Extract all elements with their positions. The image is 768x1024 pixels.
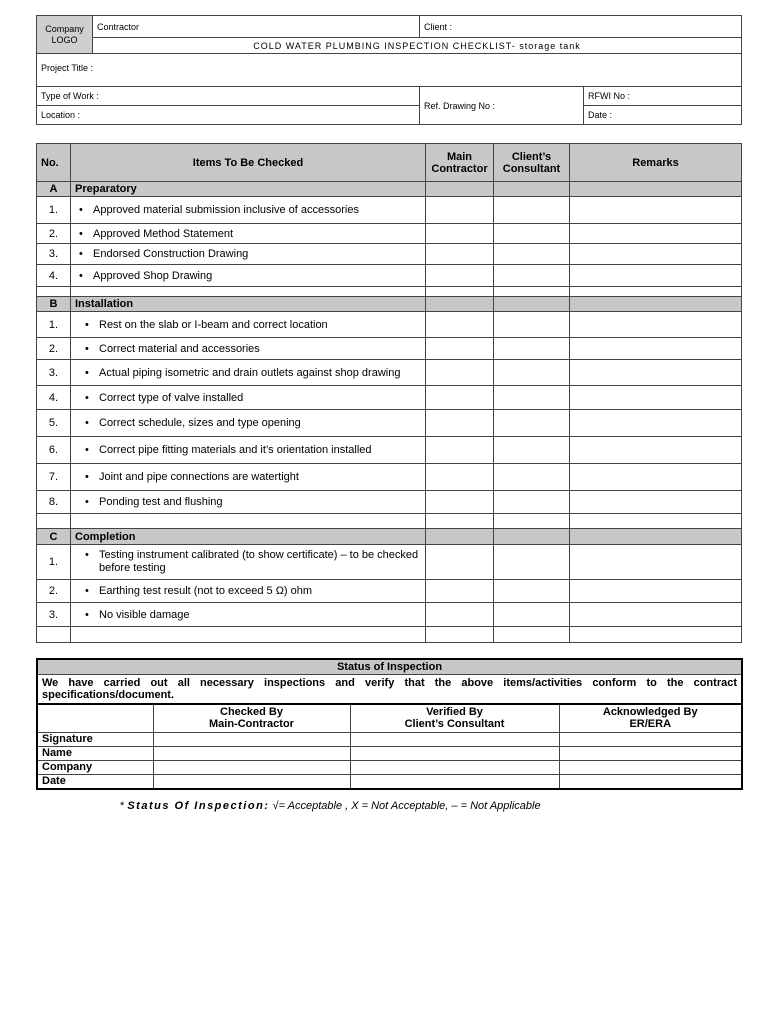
main-contractor-cell[interactable] [426, 224, 494, 244]
form-title: COLD WATER PLUMBING INSPECTION CHECKLIST- storage tank [93, 38, 742, 54]
main-contractor-cell[interactable] [426, 464, 494, 491]
client-field[interactable]: Client : [420, 16, 742, 38]
item-text: • Approved Shop Drawing [71, 265, 426, 287]
company-cell[interactable] [153, 760, 350, 774]
spacer-row [37, 287, 742, 297]
section-letter: B [37, 297, 71, 312]
item-number: 3. [37, 603, 71, 627]
item-text: • Correct schedule, sizes and type opening [71, 410, 426, 437]
item-number: 5. [37, 410, 71, 437]
checklist-row [37, 603, 742, 627]
item-number: 7. [37, 464, 71, 491]
signature-label: Signature [37, 732, 153, 746]
rfwi-field[interactable]: RFWI No : [584, 87, 742, 106]
client-consultant-cell[interactable] [494, 265, 570, 287]
main-contractor-cell[interactable] [426, 312, 494, 338]
remarks-cell[interactable] [570, 312, 742, 338]
client-consultant-cell[interactable] [494, 197, 570, 224]
client-consultant-cell[interactable] [494, 580, 570, 603]
client-consultant-cell[interactable] [494, 386, 570, 410]
checklist-row [37, 360, 742, 386]
ref-drawing-field[interactable]: Ref. Drawing No : [420, 87, 584, 125]
col-items-header: Items To Be Checked [71, 144, 426, 182]
remarks-cell[interactable] [570, 410, 742, 437]
inspection-form [36, 15, 741, 790]
date-cell[interactable] [153, 774, 350, 789]
contractor-field[interactable]: Contractor [93, 16, 420, 38]
checklist-row [37, 338, 742, 360]
section-title: Installation [71, 297, 426, 312]
item-text: • Ponding test and flushing [71, 491, 426, 514]
main-contractor-cell[interactable] [426, 244, 494, 265]
client-consultant-cell[interactable] [494, 491, 570, 514]
main-contractor-cell[interactable] [426, 437, 494, 464]
main-contractor-cell[interactable] [426, 545, 494, 580]
checklist-row [37, 312, 742, 338]
legend-label: Status Of Inspection: [127, 800, 270, 812]
item-text: • Rest on the slab or I-beam and correct location [71, 312, 426, 338]
verified-by-header: Verified By Client’s Consultant [350, 704, 559, 732]
item-number: 6. [37, 437, 71, 464]
item-number: 8. [37, 491, 71, 514]
main-contractor-cell[interactable] [426, 491, 494, 514]
spacer-row [37, 514, 742, 529]
col-no-header: No. [37, 144, 71, 182]
item-number: 1. [37, 312, 71, 338]
status-title: Status of Inspection [37, 659, 742, 675]
section-title: Completion [71, 529, 426, 545]
client-consultant-cell[interactable] [494, 338, 570, 360]
section-letter: A [37, 182, 71, 197]
remarks-cell[interactable] [570, 360, 742, 386]
remarks-cell[interactable] [570, 437, 742, 464]
remarks-cell[interactable] [570, 603, 742, 627]
main-contractor-cell[interactable] [426, 386, 494, 410]
main-contractor-cell[interactable] [426, 580, 494, 603]
col-remarks-header: Remarks [570, 144, 742, 182]
checked-by-header: Checked By Main-Contractor [153, 704, 350, 732]
remarks-cell[interactable] [570, 580, 742, 603]
item-text: • Joint and pipe connections are watertight [71, 464, 426, 491]
legend-text: √= Acceptable , X = Not Acceptable, – = Not Applicable [272, 800, 541, 812]
remarks-cell[interactable] [570, 244, 742, 265]
section-header [37, 182, 742, 197]
checklist-row [37, 386, 742, 410]
section-header [37, 529, 742, 545]
item-text: • Approved Method Statement [71, 224, 426, 244]
section-header [37, 297, 742, 312]
remarks-cell[interactable] [570, 265, 742, 287]
item-number: 3. [37, 360, 71, 386]
item-number: 2. [37, 580, 71, 603]
remarks-cell[interactable] [570, 491, 742, 514]
checklist-row [37, 437, 742, 464]
client-consultant-cell[interactable] [494, 244, 570, 265]
main-contractor-cell[interactable] [426, 338, 494, 360]
signature-cell[interactable] [350, 732, 559, 746]
item-text: • No visible damage [71, 603, 426, 627]
checklist-row [37, 580, 742, 603]
status-legend [120, 800, 541, 812]
status-of-inspection-table [36, 658, 743, 790]
checklist-row [37, 224, 742, 244]
date-cell[interactable] [559, 774, 742, 789]
project-title-field[interactable]: Project Title : [37, 54, 742, 87]
item-text: • Approved material submission inclusive of accessories [71, 197, 426, 224]
item-text: • Correct pipe fitting materials and it’s orientation installed [71, 437, 426, 464]
item-text: • Endorsed Construction Drawing [71, 244, 426, 265]
remarks-cell[interactable] [570, 464, 742, 491]
remarks-cell[interactable] [570, 197, 742, 224]
checklist-row [37, 244, 742, 265]
checklist-table [36, 143, 742, 643]
name-cell[interactable] [153, 746, 350, 760]
col-client-consultant-header: Client’s Consultant [494, 144, 570, 182]
company-logo: Company LOGO [37, 16, 93, 54]
client-consultant-cell[interactable] [494, 545, 570, 580]
date-cell[interactable] [350, 774, 559, 789]
item-number: 1. [37, 197, 71, 224]
type-of-work-field[interactable]: Type of Work : [37, 87, 420, 106]
status-statement: We have carried out all necessary inspections and verify that the above items/activities conform to the contract specifications/document. [37, 675, 742, 705]
company-label: Company [37, 760, 153, 774]
client-consultant-cell[interactable] [494, 224, 570, 244]
name-cell[interactable] [559, 746, 742, 760]
item-number: 4. [37, 386, 71, 410]
location-field[interactable]: Location : [37, 106, 420, 125]
remarks-cell[interactable] [570, 224, 742, 244]
company-cell[interactable] [559, 760, 742, 774]
remarks-cell[interactable] [570, 338, 742, 360]
checklist-row [37, 410, 742, 437]
signature-cell[interactable] [559, 732, 742, 746]
spacer-row [37, 627, 742, 643]
main-contractor-cell[interactable] [426, 265, 494, 287]
client-consultant-cell[interactable] [494, 437, 570, 464]
signature-cell[interactable] [153, 732, 350, 746]
main-contractor-cell[interactable] [426, 360, 494, 386]
item-number: 1. [37, 545, 71, 580]
legend-asterisk: * [120, 800, 125, 812]
form-header [36, 15, 742, 125]
acknowledged-by-header: Acknowledged By ER/ERA [559, 704, 742, 732]
main-contractor-cell[interactable] [426, 603, 494, 627]
checklist-row [37, 265, 742, 287]
item-number: 2. [37, 338, 71, 360]
item-number: 4. [37, 265, 71, 287]
item-text: • Correct material and accessories [71, 338, 426, 360]
name-label: Name [37, 746, 153, 760]
col-main-contractor-header: Main Contractor [426, 144, 494, 182]
main-contractor-cell[interactable] [426, 197, 494, 224]
item-text: • Earthing test result (not to exceed 5 Ω) ohm [71, 580, 426, 603]
remarks-cell[interactable] [570, 386, 742, 410]
item-number: 3. [37, 244, 71, 265]
client-consultant-cell[interactable] [494, 410, 570, 437]
checklist-row [37, 197, 742, 224]
section-title: Preparatory [71, 182, 426, 197]
checklist-row [37, 545, 742, 580]
client-consultant-cell[interactable] [494, 360, 570, 386]
item-number: 2. [37, 224, 71, 244]
name-cell[interactable] [350, 746, 559, 760]
item-text: • Actual piping isometric and drain outlets against shop drawing [71, 360, 426, 386]
client-consultant-cell[interactable] [494, 464, 570, 491]
date-field[interactable]: Date : [584, 106, 742, 125]
company-cell[interactable] [350, 760, 559, 774]
item-text: • Correct type of valve installed [71, 386, 426, 410]
checklist-row [37, 491, 742, 514]
client-consultant-cell[interactable] [494, 603, 570, 627]
date-label: Date [37, 774, 153, 789]
checklist-row [37, 464, 742, 491]
item-text: • Testing instrument calibrated (to show certificate) – to be checked before testing [71, 545, 426, 580]
main-contractor-cell[interactable] [426, 410, 494, 437]
client-consultant-cell[interactable] [494, 312, 570, 338]
remarks-cell[interactable] [570, 545, 742, 580]
section-letter: C [37, 529, 71, 545]
